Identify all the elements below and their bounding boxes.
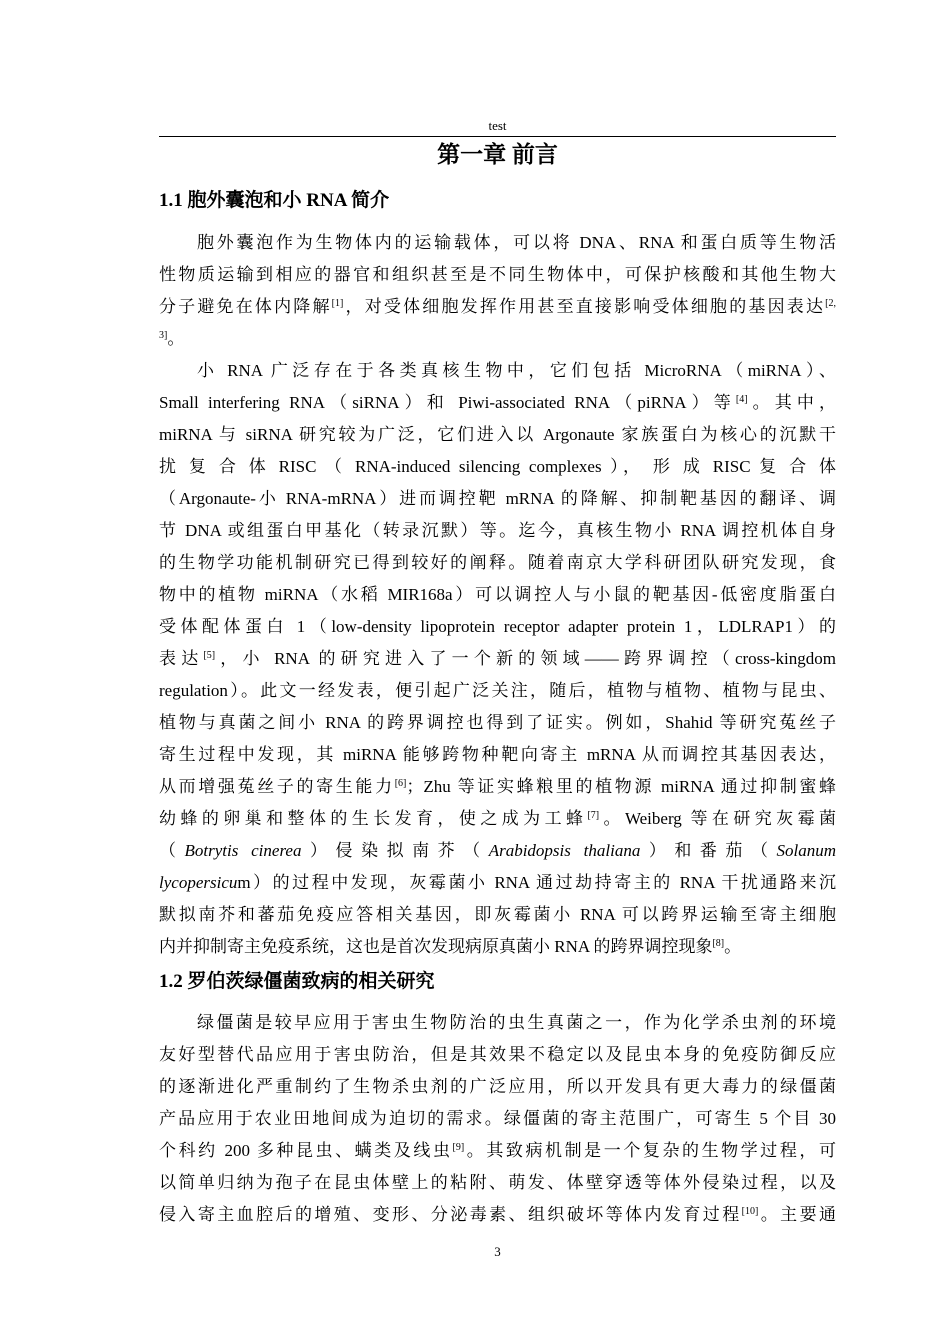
section-title-1-2: 1.2 罗伯茨绿僵菌致病的相关研究 <box>159 971 435 992</box>
text-line: regulation）。此文一经发表，便引起广泛关注，随后，植物与植物、植物与昆虫、 <box>159 681 836 700</box>
text-line: 友好型替代品应用于害虫防治，但是其效果不稳定以及昆虫本身的免疫防御反应 <box>159 1045 836 1064</box>
text-run: 表达 <box>159 649 204 668</box>
text-run: 。 <box>724 937 742 956</box>
species-name: Botrytis cinerea <box>184 841 302 860</box>
running-header: test <box>488 118 507 133</box>
text-line: 的逐渐进化严重制约了生物杀虫剂的广泛应用，所以开发具有更大毒力的绿僵菌 <box>159 1077 836 1096</box>
text-line: 绿僵菌是较早应用于害虫生物防治的虫生真菌之一，作为化学杀虫剂的环境 <box>197 1013 836 1032</box>
citation: [6] <box>394 778 407 789</box>
section-title-1-1: 1.1 胞外囊泡和小 RNA 简介 <box>159 190 390 211</box>
citation: [7] <box>587 810 600 821</box>
text-line <box>159 387 836 419</box>
text-line: 以简单归纳为孢子在昆虫体壁上的粘附、萌发、体壁穿透等体外侵染过程，以及 <box>159 1173 836 1192</box>
citation: [4] <box>735 394 748 405</box>
text-run: 侵入寄主血腔后的增殖、变形、分泌毒素、组织破坏等体内发育过程 <box>159 1205 742 1224</box>
citation: [5] <box>203 650 216 661</box>
text-line: （Argonaute-小 RNA-mRNA）进而调控靶 mRNA 的降解、抑制靶基因的翻译、调 <box>159 489 836 508</box>
text-run: 。Weiberg 等在研究灰霉菌 <box>599 809 837 828</box>
text-run: 幼蜂的卵巢和整体的生长发育，使之成为工蜂 <box>159 809 588 828</box>
species-name: Arabidopsis thaliana <box>488 841 641 860</box>
text-line: 产品应用于农业田地间成为迫切的需求。绿僵菌的寄主范围广，可寄生 5 个目 30 <box>159 1109 836 1128</box>
text-run: 。其致病机制是一个复杂的生物学过程，可 <box>464 1141 837 1160</box>
text-run: 从而增强菟丝子的寄生能力 <box>159 777 395 796</box>
text-line: 小 RNA 广泛存在于各类真核生物中，它们包括 MicroRNA（miRNA）、 <box>197 361 836 380</box>
text-line <box>159 867 836 899</box>
text-run: Small interfering RNA（siRNA）和 Piwi-associated RNA（piRNA）等 <box>159 393 736 412</box>
text-line <box>159 1135 836 1167</box>
text-run: ，对受体细胞发挥作用甚至直接影响受体细胞的基因表达 <box>343 297 826 316</box>
header-rule <box>159 136 836 137</box>
citation: [8] <box>712 938 725 949</box>
text-run: 。其中， <box>747 393 837 412</box>
text-line: 节 DNA 或组蛋白甲基化（转录沉默）等。迄今，真核生物小 RNA 调控机体自身 <box>159 521 836 540</box>
text-line: miRNA 与 siRNA 研究较为广泛，它们进入以 Argonaute 家族蛋白为核心的沉默干 <box>159 425 836 444</box>
text-line <box>159 643 836 675</box>
text-run: ）和番茄（ <box>640 841 777 860</box>
text-run: ）侵染拟南芥（ <box>301 841 489 860</box>
citation: [2, <box>825 298 837 309</box>
paragraph-1-2-a <box>159 1007 836 1231</box>
text-line: 性物质运输到相应的器官和组织甚至是不同生物体中，可保护核酸和其他生物大 <box>159 265 836 284</box>
text-line: 寄生过程中发现，其 miRNA 能够跨物种靶向寄主 mRNA 从而调控其基因表达， <box>159 745 836 764</box>
text-line <box>159 291 836 323</box>
paragraph-1-1-b <box>159 355 836 963</box>
text-run: 。主要通 <box>758 1205 837 1224</box>
text-line: 物中的植物 miRNA（水稻 MIR168a）可以调控人与小鼠的靶基因-低密度脂蛋白 <box>159 585 836 604</box>
text-run: 分子避免在体内降解 <box>159 297 332 316</box>
page-number: 3 <box>494 1244 501 1259</box>
species-name: lycopersicu <box>159 873 238 892</box>
text-run: ，小 RNA 的研究进入了一个新的领域——跨界调控（cross-kingdom <box>215 649 837 668</box>
text-line: 的生物学功能机制研究已得到较好的阐释。随着南京大学科研团队研究发现，食 <box>159 553 836 572</box>
text-line: 受体配体蛋白 1（low-density lipoprotein receptor adapter protein 1，LDLRAP1）的 <box>159 617 836 636</box>
text-line <box>159 323 836 355</box>
paragraph-1-1-a <box>159 227 836 355</box>
text-line: 扰 复 合 体 RISC （ RNA-induced silencing complexes ）， 形 成 RISC 复 合 体 <box>159 457 836 476</box>
text-line <box>159 835 836 867</box>
text-run: 内并抑制寄主免疫系统，这也是首次发现病原真菌小 RNA 的跨界调控现象 <box>159 937 713 956</box>
species-name: Solanum <box>776 841 836 860</box>
text-line: 默拟南芥和蕃茄免疫应答相关基因，即灰霉菌小 RNA 可以跨界运输至寄主细胞 <box>159 905 836 924</box>
citation: [9] <box>452 1142 465 1153</box>
text-line: 胞外囊泡作为生物体内的运输载体，可以将 DNA、RNA 和蛋白质等生物活 <box>197 233 836 252</box>
text-line <box>159 803 836 835</box>
text-run: 个科约 200 多种昆虫、螨类及线虫 <box>159 1141 453 1160</box>
citation: [10] <box>741 1206 759 1217</box>
text-line <box>159 931 836 963</box>
text-run: ；Zhu 等证实蜂粮里的植物源 miRNA 通过抑制蜜蜂 <box>406 777 836 796</box>
text-run: 。 <box>167 329 185 348</box>
text-line: 植物与真菌之间小 RNA 的跨界调控也得到了证实。例如，Shahid 等研究菟丝子 <box>159 713 836 732</box>
citation: [1] <box>331 298 344 309</box>
citation: 3] <box>159 330 168 341</box>
text-line <box>159 771 836 803</box>
text-run: （ <box>159 841 185 860</box>
chapter-title: 第一章 前言 <box>437 142 558 167</box>
text-line <box>159 1199 836 1231</box>
text-run: m）的过程中发现，灰霉菌小 RNA 通过劫持寄主的 RNA 干扰通路来沉 <box>237 873 836 892</box>
